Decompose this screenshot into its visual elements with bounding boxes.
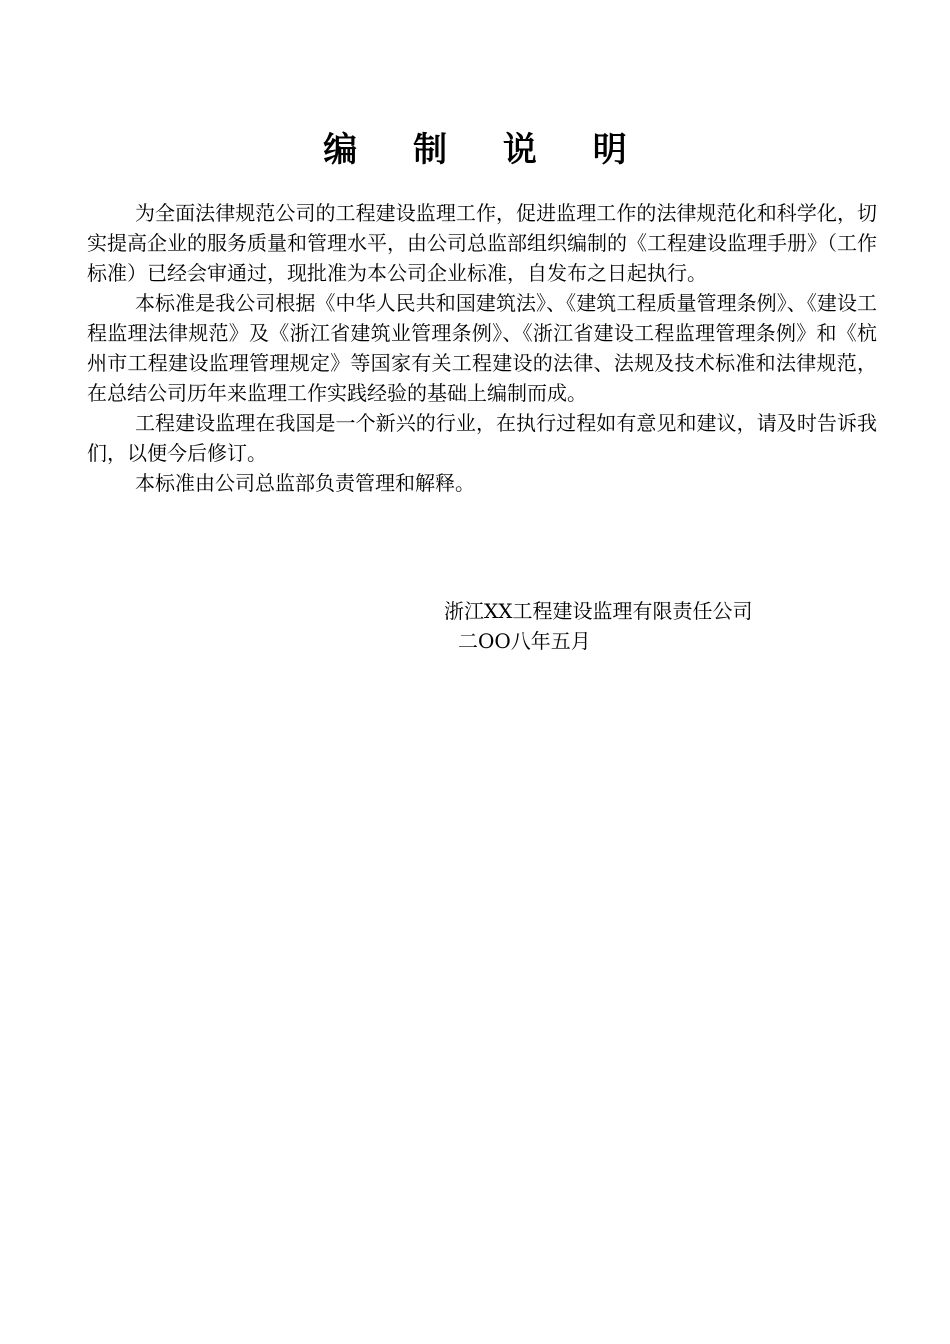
signature-company: 浙江XX工程建设监理有限责任公司 [444, 599, 753, 623]
paragraph-3: 工程建设监理在我国是一个新兴的行业，在执行过程如有意见和建议，请及时告诉我们，以便今后修订。 [87, 411, 877, 465]
document-title: 编 制 说 明 [323, 130, 649, 170]
signature-date: 二OO八年五月 [458, 629, 591, 653]
paragraph-4: 本标准由公司总监部负责管理和解释。 [135, 471, 475, 495]
signature-block [444, 596, 864, 656]
paragraph-1: 为全面法律规范公司的工程建设监理工作，促进监理工作的法律规范化和科学化，切实提高企业的服务质量和管理水平，由公司总监部组织编制的《工程建设监理手册》（工作标准）已经会审通过，现批准为本公司企业标准，自发布之日起执行。 [87, 201, 877, 285]
paragraph-2: 本标准是我公司根据《中华人民共和国建筑法》、《建筑工程质量管理条例》、《建设工程监理法律规范》及《浙江省建筑业管理条例》、《浙江省建设工程监理管理条例》和《杭州市工程建设监理管理规定》等国家有关工程建设的法律、法规及技术标准和法律规范，在总结公司历年来监理工作实践经验的基础上编制而成。 [87, 291, 877, 405]
document-body [87, 198, 877, 498]
